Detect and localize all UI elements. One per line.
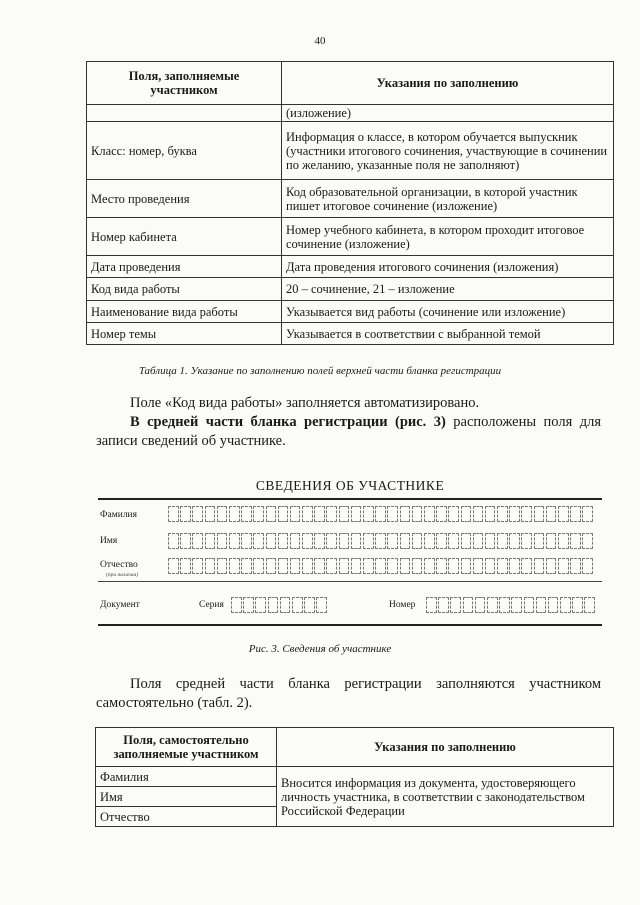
column-header-fields-line2: участником [150,83,218,97]
table-cell-field [87,105,282,122]
input-cell[interactable] [436,533,447,549]
paragraph-middle-section [96,413,601,451]
input-cell[interactable] [570,506,581,522]
input-cell[interactable] [229,533,240,549]
input-cell[interactable] [497,533,508,549]
input-cell[interactable] [424,533,435,549]
input-cell[interactable] [450,597,461,613]
form-bottom-rule [98,624,602,626]
series-label: Серия [199,600,224,610]
input-cell[interactable] [412,506,423,522]
input-cell[interactable] [584,597,595,613]
input-cell[interactable] [278,506,289,522]
table-cell-instruction: Информация о классе, в котором обучается выпускник (участники итогового сочинения, участвующие в сочинении по желанию, указанные поля не заполняют) [282,122,614,180]
input-cell[interactable] [192,533,203,549]
input-cell[interactable] [400,533,411,549]
input-cell[interactable] [363,533,374,549]
column-header-fields-line2: заполняемые участником [113,747,259,761]
input-cell[interactable] [168,506,179,522]
input-cell[interactable] [509,533,520,549]
table-row [87,122,614,180]
input-cell[interactable] [499,597,510,613]
table-cell-field: Наименование вида работы [87,301,282,323]
input-cell[interactable] [497,506,508,522]
input-cell[interactable] [363,558,374,574]
input-cell[interactable] [339,506,350,522]
input-cell[interactable] [229,558,240,574]
table-cell-field: Класс: номер, буква [87,122,282,180]
paragraph-self-fill: Поля средней части бланка регистрации заполняются участником самостоятельно (табл. 2). [96,676,601,711]
table-cell-instruction: Указывается в соответствии с выбранной темой [282,323,614,345]
input-cell[interactable] [241,533,252,549]
input-cell[interactable] [314,506,325,522]
input-cell[interactable] [351,533,362,549]
input-cell[interactable] [461,533,472,549]
input-cell[interactable] [243,597,254,613]
input-cell[interactable] [572,597,583,613]
table-header-row [96,728,614,767]
input-cell[interactable] [426,597,437,613]
table-row [87,301,614,323]
table-cell-instruction: Вносится информация из документа, удостоверяющего личность участника, в соответствии с законодательством Российской Федерации [277,767,614,827]
input-cell[interactable] [375,506,386,522]
input-cell[interactable] [473,506,484,522]
input-cell[interactable] [546,533,557,549]
input-cell[interactable] [534,558,545,574]
table-row [96,767,614,787]
input-cell[interactable] [558,558,569,574]
input-cell[interactable] [290,558,301,574]
input-cell[interactable] [180,533,191,549]
input-cell[interactable] [436,558,447,574]
input-cell[interactable] [473,558,484,574]
figure3-caption: Рис. 3. Сведения об участнике [248,643,392,655]
input-cell[interactable] [582,558,593,574]
input-cell[interactable] [266,558,277,574]
input-cell[interactable] [339,533,350,549]
input-cell[interactable] [558,533,569,549]
table-cell-instruction: (изложение) [282,105,614,122]
input-cell[interactable] [278,558,289,574]
input-cell[interactable] [436,506,447,522]
input-cell[interactable] [521,506,532,522]
column-header-fields-line1: Поля, самостоятельно [123,733,249,747]
table-cell-field: Дата проведения [87,256,282,278]
patronymic-label: Отчество [100,560,138,570]
input-cell[interactable] [524,597,535,613]
input-cell[interactable] [253,533,264,549]
input-cell[interactable] [304,597,315,613]
form-top-rule [98,498,602,500]
input-cell[interactable] [461,558,472,574]
surname-cells[interactable] [168,506,595,523]
input-cell[interactable] [326,558,337,574]
input-cell[interactable] [475,597,486,613]
input-cell[interactable] [180,506,191,522]
input-cell[interactable] [205,558,216,574]
input-cell[interactable] [509,506,520,522]
input-cell[interactable] [412,533,423,549]
input-cell[interactable] [302,533,313,549]
surname-label: Фамилия [100,510,138,520]
input-cell[interactable] [509,558,520,574]
column-header-fields [87,62,282,105]
input-cell[interactable] [536,597,547,613]
input-cell[interactable] [473,533,484,549]
table-cell-field: Место проведения [87,180,282,218]
table-cell-instruction: Код образовательной организации, в которой участник пишет итоговое сочинение (изложение) [282,180,614,218]
input-cell[interactable] [424,558,435,574]
input-cell[interactable] [487,597,498,613]
table-cell-field: Фамилия [96,767,277,787]
input-cell[interactable] [205,533,216,549]
input-cell[interactable] [217,558,228,574]
input-cell[interactable] [363,506,374,522]
input-cell[interactable] [266,533,277,549]
column-header-fields [96,728,277,767]
input-cell[interactable] [521,558,532,574]
input-cell[interactable] [314,533,325,549]
input-cell[interactable] [485,533,496,549]
input-cell[interactable] [253,558,264,574]
input-cell[interactable] [582,533,593,549]
input-cell[interactable] [400,506,411,522]
input-cell[interactable] [558,506,569,522]
column-header-fields-line1: Поля, заполняемые [128,69,240,83]
form-title: СВЕДЕНИЯ ОБ УЧАСТНИКЕ [255,478,445,493]
input-cell[interactable] [546,506,557,522]
table-row [87,323,614,345]
input-cell[interactable] [205,506,216,522]
input-cell[interactable] [268,597,279,613]
input-cell[interactable] [461,506,472,522]
input-cell[interactable] [217,506,228,522]
input-cell[interactable] [387,533,398,549]
input-cell[interactable] [192,558,203,574]
input-cell[interactable] [314,558,325,574]
table-row [87,278,614,301]
input-cell[interactable] [448,558,459,574]
table-cell-field: Код вида работы [87,278,282,301]
patronymic-cells[interactable] [168,558,595,575]
input-cell[interactable] [278,533,289,549]
input-cell[interactable] [511,597,522,613]
input-cell[interactable] [231,597,242,613]
form-middle-rule [98,581,602,582]
input-cell[interactable] [351,506,362,522]
input-cell[interactable] [217,533,228,549]
table-cell-instruction: Указывается вид работы (сочинение или изложение) [282,301,614,323]
input-cell[interactable] [548,597,559,613]
input-cell[interactable] [400,558,411,574]
participant-info-form [98,478,602,628]
input-cell[interactable] [192,506,203,522]
input-cell[interactable] [387,558,398,574]
input-cell[interactable] [534,506,545,522]
input-cell[interactable] [387,506,398,522]
input-cell[interactable] [253,506,264,522]
input-cell[interactable] [302,506,313,522]
table-self-filled-fields [95,727,614,827]
input-cell[interactable] [292,597,303,613]
table-cell-instruction: Номер учебного кабинета, в котором проходит итоговое сочинение (изложение) [282,218,614,256]
input-cell[interactable] [485,506,496,522]
number-label: Номер [389,600,416,610]
series-cells[interactable] [231,597,329,614]
table-cell-field: Номер темы [87,323,282,345]
input-cell[interactable] [339,558,350,574]
input-cell[interactable] [290,506,301,522]
input-cell[interactable] [570,558,581,574]
input-cell[interactable] [168,533,179,549]
input-cell[interactable] [180,558,191,574]
table-field-instructions-top [86,61,614,345]
table-cell-instruction: 20 – сочинение, 21 – изложение [282,278,614,301]
paragraph-work-type-code: Поле «Код вида работы» заполняется автоматизировано. [130,395,480,411]
input-cell[interactable] [560,597,571,613]
table-cell-instruction: Дата проведения итогового сочинения (изложения) [282,256,614,278]
table-cell-field: Имя [96,787,277,807]
input-cell[interactable] [375,558,386,574]
page-number: 40 [314,35,326,47]
input-cell[interactable] [412,558,423,574]
input-cell[interactable] [168,558,179,574]
table1-caption: Таблица 1. Указание по заполнению полей верхней части бланка регистрации [138,365,502,377]
table-row [87,105,614,122]
input-cell[interactable] [438,597,449,613]
table-row [87,218,614,256]
input-cell[interactable] [570,533,581,549]
number-cells[interactable] [426,597,597,614]
input-cell[interactable] [266,506,277,522]
input-cell[interactable] [375,533,386,549]
table-cell-field: Номер кабинета [87,218,282,256]
paragraph-middle-section-rest: расположены поля для записи сведений об участнике. [96,414,601,449]
table-header-row [87,62,614,105]
table-row [87,256,614,278]
input-cell[interactable] [326,533,337,549]
input-cell[interactable] [534,533,545,549]
input-cell[interactable] [326,506,337,522]
input-cell[interactable] [582,506,593,522]
input-cell[interactable] [316,597,327,613]
column-header-instructions: Указания по заполнению [277,728,614,767]
input-cell[interactable] [255,597,266,613]
column-header-instructions: Указания по заполнению [282,62,614,105]
table-row [87,180,614,218]
input-cell[interactable] [497,558,508,574]
input-cell[interactable] [351,558,362,574]
input-cell[interactable] [229,506,240,522]
input-cell[interactable] [463,597,474,613]
input-cell[interactable] [485,558,496,574]
input-cell[interactable] [546,558,557,574]
name-label: Имя [100,536,118,546]
input-cell[interactable] [448,533,459,549]
name-cells[interactable] [168,533,595,550]
patronymic-sublabel: (при наличии) [106,572,139,578]
input-cell[interactable] [424,506,435,522]
input-cell[interactable] [521,533,532,549]
table-cell-field: Отчество [96,807,277,827]
paragraph-middle-section-bold: В средней части бланка регистрации (рис. 3) [130,414,446,430]
input-cell[interactable] [290,533,301,549]
input-cell[interactable] [302,558,313,574]
input-cell[interactable] [241,506,252,522]
input-cell[interactable] [241,558,252,574]
input-cell[interactable] [448,506,459,522]
document-label: Документ [100,600,140,610]
input-cell[interactable] [280,597,291,613]
